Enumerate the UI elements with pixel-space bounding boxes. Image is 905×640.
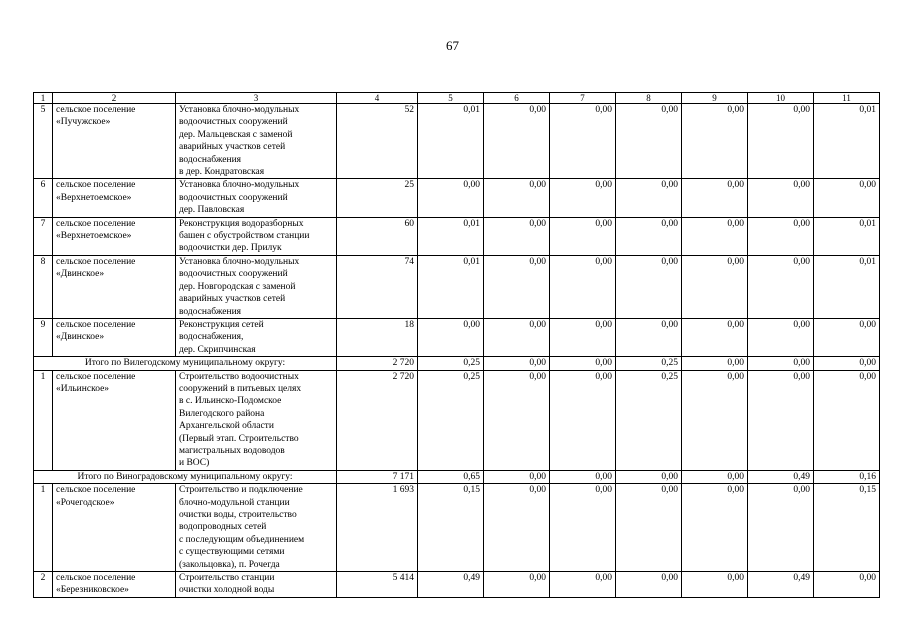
settlement-cell: сельское поселение «Ильинское» <box>53 370 176 470</box>
value-cell: 74 <box>337 255 418 318</box>
project-cell: Строительство водоочистных сооружений в питьевых целях в с. Ильинско-Подомское Вилегодского района Архангельской области (Первый этап. Строительство магистральных водоводов и ВОС) <box>176 370 337 470</box>
table-row <box>34 318 880 356</box>
value-cell: 0,00 <box>616 572 682 598</box>
value-cell: 18 <box>337 318 418 356</box>
row-number-cell: 8 <box>34 255 53 318</box>
value-cell: 0,00 <box>748 318 814 356</box>
value-cell: 0,00 <box>550 255 616 318</box>
row-number-cell: 7 <box>34 217 53 255</box>
value-cell: 0,01 <box>814 255 880 318</box>
value-cell: 0,00 <box>550 370 616 470</box>
column-header: 9 <box>682 93 748 104</box>
column-number-row <box>34 93 880 104</box>
value-cell: 0,00 <box>550 217 616 255</box>
value-cell: 0,00 <box>484 318 550 356</box>
investment-table <box>33 92 880 598</box>
table-row <box>34 104 880 179</box>
value-cell: 0,00 <box>550 179 616 217</box>
column-header: 11 <box>814 93 880 104</box>
value-cell: 0,01 <box>418 217 484 255</box>
value-cell: 0,00 <box>682 484 748 572</box>
value-cell: 0,00 <box>682 255 748 318</box>
value-cell: 0,00 <box>484 255 550 318</box>
column-header: 3 <box>176 93 337 104</box>
value-cell: 5 414 <box>337 572 418 598</box>
value-cell: 0,00 <box>682 318 748 356</box>
column-header: 5 <box>418 93 484 104</box>
column-header: 4 <box>337 93 418 104</box>
value-cell: 0,01 <box>418 255 484 318</box>
settlement-cell: сельское поселение «Двинское» <box>53 318 176 356</box>
value-cell: 0,00 <box>682 370 748 470</box>
value-cell: 2 720 <box>337 357 418 370</box>
value-cell: 0,00 <box>616 217 682 255</box>
value-cell: 0,00 <box>682 179 748 217</box>
total-row <box>34 470 880 483</box>
column-header: 10 <box>748 93 814 104</box>
value-cell: 0,00 <box>814 357 880 370</box>
value-cell: 0,00 <box>484 572 550 598</box>
value-cell: 0,00 <box>748 179 814 217</box>
value-cell: 0,16 <box>814 470 880 483</box>
value-cell: 7 171 <box>337 470 418 483</box>
value-cell: 0,00 <box>748 104 814 179</box>
value-cell: 0,49 <box>418 572 484 598</box>
value-cell: 0,00 <box>550 318 616 356</box>
value-cell: 0,49 <box>748 470 814 483</box>
value-cell: 0,00 <box>748 484 814 572</box>
value-cell: 0,00 <box>748 370 814 470</box>
value-cell: 0,01 <box>418 104 484 179</box>
value-cell: 52 <box>337 104 418 179</box>
value-cell: 2 720 <box>337 370 418 470</box>
settlement-cell: сельское поселение «Рочегодское» <box>53 484 176 572</box>
value-cell: 0,00 <box>682 104 748 179</box>
column-header: 1 <box>34 93 53 104</box>
table-row <box>34 179 880 217</box>
value-cell: 0,00 <box>550 104 616 179</box>
row-number-cell: 1 <box>34 484 53 572</box>
settlement-cell: сельское поселение «Двинское» <box>53 255 176 318</box>
table-row <box>34 217 880 255</box>
value-cell: 0,00 <box>550 470 616 483</box>
project-cell: Реконструкция водоразборных башен с обустройством станции водоочистки дер. Прилук <box>176 217 337 255</box>
project-cell: Установка блочно-модульных водоочистных сооружений дер. Павловская <box>176 179 337 217</box>
value-cell: 0,49 <box>748 572 814 598</box>
value-cell: 0,00 <box>748 357 814 370</box>
value-cell: 0,00 <box>748 255 814 318</box>
value-cell: 0,00 <box>814 370 880 470</box>
settlement-cell: сельское поселение «Березниковское» <box>53 572 176 598</box>
project-cell: Реконструкция сетей водоснабжения, дер. Скрипчинская <box>176 318 337 356</box>
value-cell: 0,00 <box>616 179 682 217</box>
table-row <box>34 255 880 318</box>
row-number-cell: 6 <box>34 179 53 217</box>
value-cell: 0,25 <box>616 370 682 470</box>
value-cell: 0,00 <box>616 255 682 318</box>
settlement-cell: сельское поселение «Верхнетоемское» <box>53 179 176 217</box>
value-cell: 0,00 <box>682 357 748 370</box>
value-cell: 1 693 <box>337 484 418 572</box>
project-cell: Установка блочно-модульных водоочистных сооружений дер. Новгородская с заменой аварийных участков сетей водоснабжения <box>176 255 337 318</box>
value-cell: 0,00 <box>748 217 814 255</box>
value-cell: 0,00 <box>418 179 484 217</box>
table-row <box>34 484 880 572</box>
total-label-cell: Итого по Виноградовскому муниципальному округу: <box>34 470 337 483</box>
value-cell: 0,01 <box>814 104 880 179</box>
value-cell: 0,25 <box>418 370 484 470</box>
value-cell: 0,00 <box>616 470 682 483</box>
project-cell: Установка блочно-модульных водоочистных сооружений дер. Мальцевская с заменой аварийных участков сетей водоснабжения в дер. Кондратовская <box>176 104 337 179</box>
value-cell: 0,00 <box>814 179 880 217</box>
row-number-cell: 1 <box>34 370 53 470</box>
value-cell: 0,00 <box>484 470 550 483</box>
value-cell: 0,00 <box>484 104 550 179</box>
value-cell: 0,00 <box>484 357 550 370</box>
column-header: 6 <box>484 93 550 104</box>
value-cell: 0,00 <box>682 572 748 598</box>
value-cell: 0,00 <box>484 179 550 217</box>
value-cell: 0,00 <box>550 357 616 370</box>
value-cell: 0,00 <box>682 217 748 255</box>
value-cell: 0,00 <box>616 104 682 179</box>
value-cell: 0,00 <box>550 572 616 598</box>
value-cell: 0,00 <box>484 484 550 572</box>
total-label-cell: Итого по Вилегодскому муниципальному округу: <box>34 357 337 370</box>
row-number-cell: 9 <box>34 318 53 356</box>
value-cell: 60 <box>337 217 418 255</box>
project-cell: Строительство станции очистки холодной воды <box>176 572 337 598</box>
settlement-cell: сельское поселение «Пучужское» <box>53 104 176 179</box>
value-cell: 0,15 <box>814 484 880 572</box>
row-number-cell: 2 <box>34 572 53 598</box>
value-cell: 0,00 <box>484 217 550 255</box>
value-cell: 0,00 <box>616 318 682 356</box>
value-cell: 0,00 <box>682 470 748 483</box>
column-header: 8 <box>616 93 682 104</box>
project-cell: Строительство и подключение блочно-модульной станции очистки воды, строительство водопроводных сетей с последующим объединением с существующими сетями (закольцовка), п. Рочегда <box>176 484 337 572</box>
table-row <box>34 572 880 598</box>
value-cell: 25 <box>337 179 418 217</box>
value-cell: 0,00 <box>814 318 880 356</box>
value-cell: 0,25 <box>418 357 484 370</box>
row-number-cell: 5 <box>34 104 53 179</box>
value-cell: 0,00 <box>418 318 484 356</box>
value-cell: 0,01 <box>814 217 880 255</box>
value-cell: 0,15 <box>418 484 484 572</box>
column-header: 7 <box>550 93 616 104</box>
value-cell: 0,00 <box>616 484 682 572</box>
value-cell: 0,00 <box>484 370 550 470</box>
value-cell: 0,00 <box>550 484 616 572</box>
table-row <box>34 370 880 470</box>
page-number: 67 <box>446 38 459 53</box>
value-cell: 0,25 <box>616 357 682 370</box>
value-cell: 0,00 <box>814 572 880 598</box>
settlement-cell: сельское поселение «Верхнетоемское» <box>53 217 176 255</box>
total-row <box>34 357 880 370</box>
value-cell: 0,65 <box>418 470 484 483</box>
column-header: 2 <box>53 93 176 104</box>
